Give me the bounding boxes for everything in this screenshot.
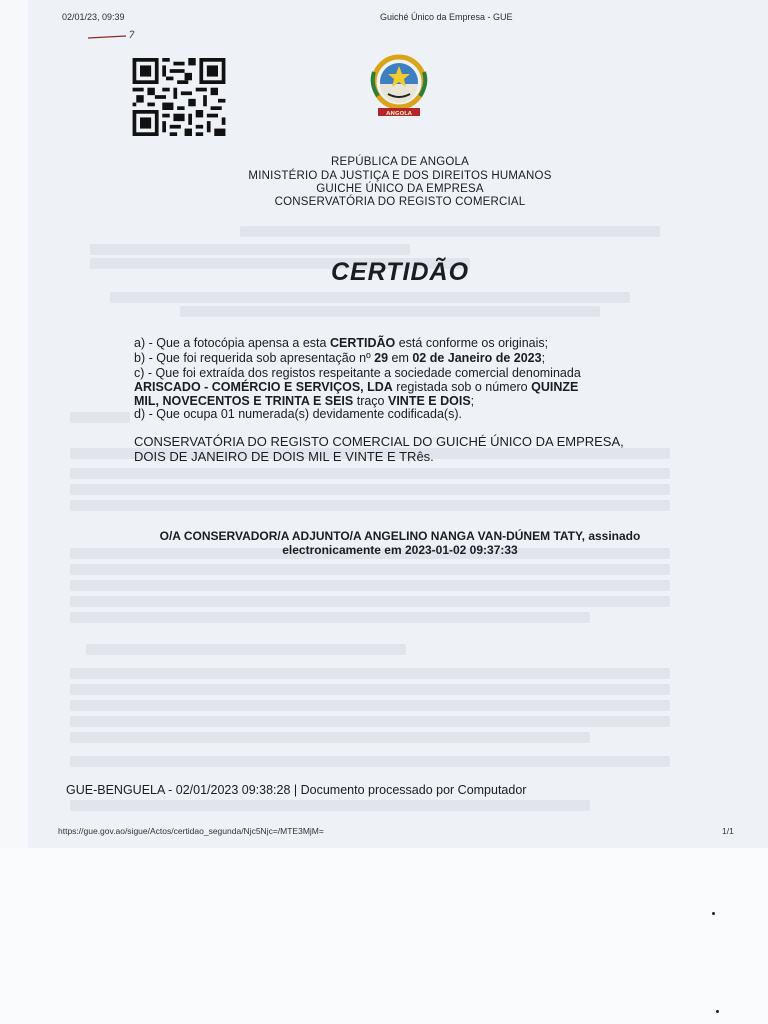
scan-margin <box>0 848 768 1024</box>
clause-c-line-2: ARISCADO - COMÉRCIO E SERVIÇOS, LDA registada sob o número QUINZE <box>134 380 579 394</box>
scan-speck <box>712 912 715 915</box>
print-page-title: Guiché Único da Empresa - GUE <box>380 12 513 22</box>
institution-line-3: GUICHE ÚNICO DA EMPRESA <box>316 183 484 195</box>
page-count: 1/1 <box>722 826 734 836</box>
institution-line-4: CONSERVATÓRIA DO REGISTO COMERCIAL <box>274 196 526 208</box>
document-title: CERTIDÃO <box>330 258 470 286</box>
clause-a: a) - Que a fotocópia apensa a esta CERTIDÃO está conforme os originais; <box>134 336 549 350</box>
clause-b: b) - Que foi requerida sob apresentação nº 29 em 02 de Janeiro de 2023; <box>134 351 546 365</box>
issuer-line-2: DOIS DE JANEIRO DE DOIS MIL E VINTE E TRês. <box>134 449 434 464</box>
angola-emblem <box>360 54 438 120</box>
document-url: https://gue.gov.ao/sigue/Actos/certidao_segunda/Njc5Njc=/MTE3MjM= <box>58 826 324 836</box>
scan-speck <box>716 1010 719 1013</box>
qr-code <box>132 58 226 136</box>
clause-c-line-1: c) - Que foi extraída dos registos respeitante a sociedade comercial denominada <box>134 366 581 380</box>
processing-footer: GUE-BENGUELA - 02/01/2023 09:38:28 | Documento processado por Computador <box>66 783 527 797</box>
signature-line-1: O/A CONSERVADOR/A ADJUNTO/A ANGELINO NANGA VAN-DÚNEM TATY, assinado <box>159 529 641 543</box>
clause-d: d) - Que ocupa 01 numerada(s) devidamente codificada(s). <box>134 407 462 421</box>
print-timestamp: 02/01/23, 09:39 <box>62 12 125 22</box>
institution-line-2: MINISTÉRIO DA JUSTIÇA E DOS DIREITOS HUMANOS <box>248 170 552 182</box>
handwritten-mark <box>86 28 138 42</box>
institution-line-1: REPÚBLICA DE ANGOLA <box>330 156 469 168</box>
issuer-line-1: CONSERVATÓRIA DO REGISTO COMERCIAL DO GUICHÉ ÚNICO DA EMPRESA, <box>134 434 624 449</box>
clause-c-line-3: MIL, NOVECENTOS E TRINTA E SEIS traço VINTE E DOIS; <box>134 394 475 408</box>
signature-line-2: electronicamente em 2023-01-02 09:37:33 <box>282 543 518 557</box>
company-name: ARISCADO - COMÉRCIO E SERVIÇOS, LDA <box>134 380 393 394</box>
emblem-caption: ANGOLA <box>386 111 412 117</box>
